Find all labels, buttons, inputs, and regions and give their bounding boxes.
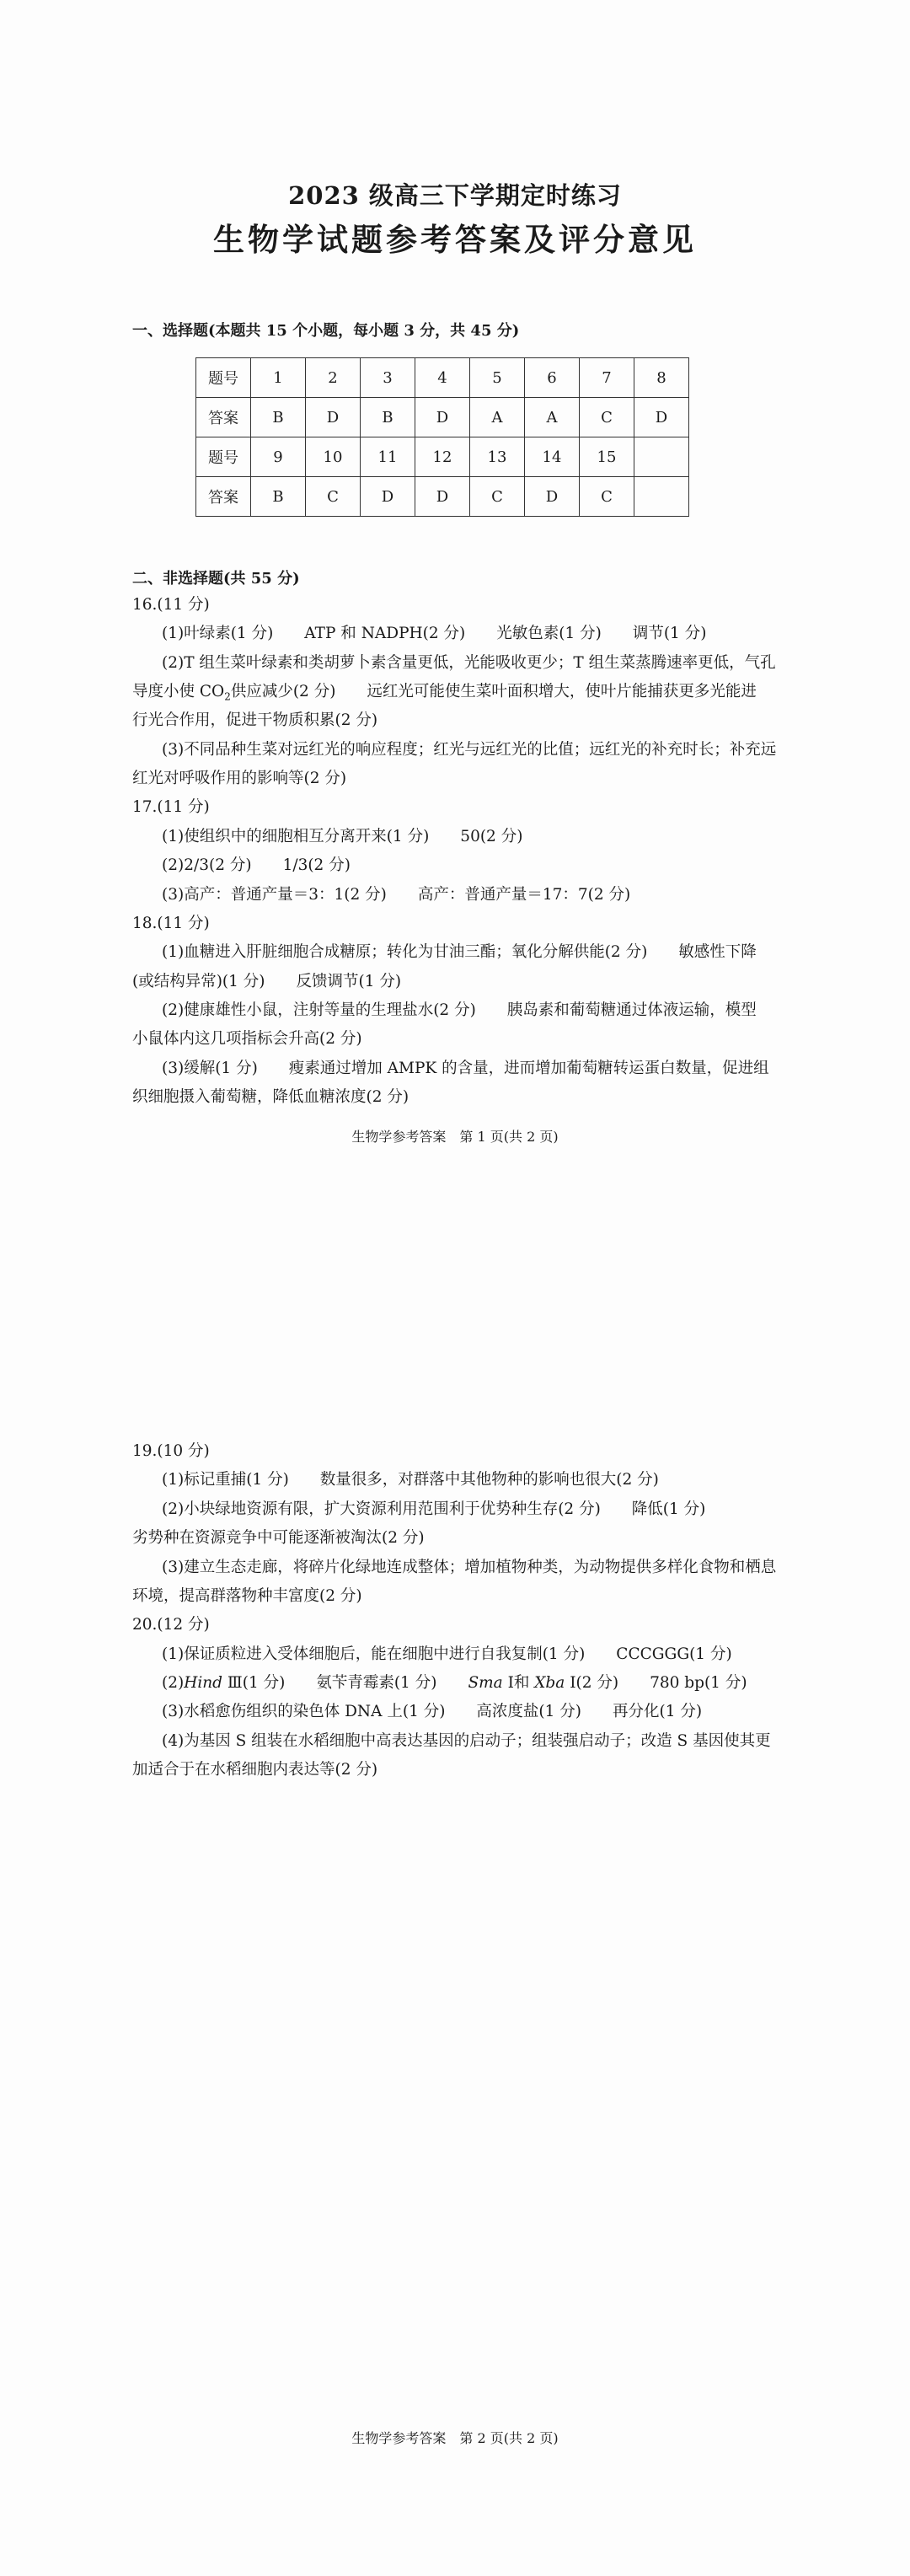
q16-heading: 16.(11 分) <box>132 596 210 614</box>
q16-answer-3-line1: (3)不同品种生菜对远红光的响应程度；红光与远红光的比值；远红光的补充时长；补充远 <box>162 741 777 759</box>
table-cell: 15 <box>580 437 634 477</box>
table-cell <box>634 437 689 477</box>
table-cell: D <box>525 477 580 517</box>
q16-answer-3-line2: 红光对呼吸作用的影响等(2 分) <box>132 770 347 787</box>
table-cell: 1 <box>251 358 306 398</box>
table-cell: 13 <box>470 437 525 477</box>
q16-answer-2-line2: 导度小使 $CO_2$供应减少(2 分) 远红光可能使生菜叶面积增大，使叶片能捕获更多光能进 <box>132 683 757 703</box>
table-cell: A <box>470 398 525 437</box>
table-cell: C <box>580 477 634 517</box>
table-row-header: 题号 <box>196 358 251 398</box>
table-cell: 2 <box>306 358 361 398</box>
table-cell: D <box>361 477 415 517</box>
q18-answer-3-line1: (3)缓解(1 分) 瘦素通过增加 AMPK 的含量，进而增加葡萄糖转运蛋白数量，促进组 <box>162 1060 769 1077</box>
q20-answer-2: (2)Hind Ⅲ(1 分) 氨苄青霉素(1 分) Sma Ⅰ和 Xba Ⅰ(2 分) 780 bp(1 分) <box>162 1674 747 1692</box>
q18-answer-1-line1: (1)血糖进入肝脏细胞合成糖原；转化为甘油三酯；氧化分解供能(2 分) 敏感性下降 <box>162 943 757 961</box>
q20-answer-3: (3)水稻愈伤组织的染色体 DNA 上(1 分) 高浓度盐(1 分) 再分化(1 分) <box>162 1703 703 1720</box>
table-cell: 5 <box>470 358 525 398</box>
q18-answer-2-line1: (2)健康雄性小鼠，注射等量的生理盐水(2 分) 胰岛素和葡萄糖通过体液运输，模型 <box>162 1001 757 1019</box>
table-cell: C <box>580 398 634 437</box>
q19-answer-2-line2: 劣势种在资源竞争中可能逐渐被淘汰(2 分) <box>132 1529 425 1547</box>
table-cell: 9 <box>251 437 306 477</box>
table-cell: B <box>251 477 306 517</box>
q20-answer-4-line1: (4)为基因 S 组装在水稻细胞中高表达基因的启动子；组装强启动子；改造 S 基因使其更 <box>162 1732 771 1750</box>
table-row <box>196 437 689 477</box>
table-cell: 10 <box>306 437 361 477</box>
q19-answer-3-line2: 环境，提高群落物种丰富度(2 分) <box>132 1587 362 1605</box>
q17-heading: 17.(11 分) <box>132 798 210 816</box>
table-cell: C <box>470 477 525 517</box>
table-cell: D <box>634 398 689 437</box>
table-cell: 12 <box>415 437 470 477</box>
q16-answer-1: (1)叶绿素(1 分) ATP 和 NADPH(2 分) 光敏色素(1 分) 调节(1 分) <box>162 625 707 642</box>
table-row-header: 答案 <box>196 398 251 437</box>
table-cell: 7 <box>580 358 634 398</box>
q19-answer-3-line1: (3)建立生态走廊，将碎片化绿地连成整体；增加植物种类，为动物提供多样化食物和栖息 <box>162 1559 777 1576</box>
q16-answer-2-line1: (2)T 组生菜叶绿素和类胡萝卜素含量更低，光能吸收更少；T 组生菜蒸腾速率更低，气孔 <box>162 654 776 672</box>
table-cell: C <box>306 477 361 517</box>
table-cell: 8 <box>634 358 689 398</box>
q17-answer-2: (2)2/3(2 分) 1/3(2 分) <box>162 856 351 874</box>
table-cell <box>634 477 689 517</box>
table-row <box>196 398 689 437</box>
table-cell: A <box>525 398 580 437</box>
q18-answer-1-line2: (或结构异常)(1 分) 反馈调节(1 分) <box>132 973 402 990</box>
table-row <box>196 358 689 398</box>
page-1-footer: 生物学参考答案 第 1 页(共 2 页) <box>351 1129 559 1145</box>
table-cell: 3 <box>361 358 415 398</box>
exam-title: 2023 级高三下学期定时练习 <box>288 181 622 210</box>
section-1-title: 一、选择题(本题共 15 个小题，每小题 3 分，共 45 分) <box>132 322 520 340</box>
table-cell: B <box>251 398 306 437</box>
page-2-footer: 生物学参考答案 第 2 页(共 2 页) <box>351 2430 559 2446</box>
q18-heading: 18.(11 分) <box>132 915 210 932</box>
table-cell: 6 <box>525 358 580 398</box>
q19-answer-2-line1: (2)小块绿地资源有限，扩大资源利用范围利于优势种生存(2 分) 降低(1 分) <box>162 1500 706 1518</box>
table-cell: 14 <box>525 437 580 477</box>
q18-answer-2-line2: 小鼠体内这几项指标会升高(2 分) <box>132 1030 362 1048</box>
q16-answer-2-line3: 行光合作用，促进干物质积累(2 分) <box>132 711 378 729</box>
table-row <box>196 477 689 517</box>
enzyme-sma: Sma <box>468 1674 503 1692</box>
table-cell: D <box>415 477 470 517</box>
table-cell: D <box>306 398 361 437</box>
q17-answer-1: (1)使组织中的细胞相互分离开来(1 分) 50(2 分) <box>162 828 523 845</box>
q17-answer-3: (3)高产：普通产量＝3：1(2 分) 高产：普通产量＝17：7(2 分) <box>162 886 631 904</box>
table-row-header: 题号 <box>196 437 251 477</box>
enzyme-hind: Hind <box>184 1674 223 1692</box>
answer-table <box>195 357 689 517</box>
table-row-header: 答案 <box>196 477 251 517</box>
q19-answer-1: (1)标记重捕(1 分) 数量很多，对群落中其他物种的影响也很大(2 分) <box>162 1471 659 1489</box>
table-cell: 11 <box>361 437 415 477</box>
q20-heading: 20.(12 分) <box>132 1616 210 1634</box>
document-title: 生物学试题参考答案及评分意见 <box>213 221 697 258</box>
q18-answer-3-line2: 织细胞摄入葡萄糖，降低血糖浓度(2 分) <box>132 1088 410 1106</box>
q20-answer-1: (1)保证质粒进入受体细胞后，能在细胞中进行自我复制(1 分) CCCGGG(1 分) <box>162 1645 732 1663</box>
enzyme-xba: Xba <box>534 1674 565 1692</box>
table-cell: D <box>415 398 470 437</box>
section-2-title: 二、非选择题(共 55 分) <box>132 570 300 588</box>
table-cell: B <box>361 398 415 437</box>
q20-answer-4-line2: 加适合于在水稻细胞内表达等(2 分) <box>132 1761 378 1779</box>
page-2 <box>0 1288 910 2576</box>
q19-heading: 19.(10 分) <box>132 1442 210 1460</box>
table-cell: 4 <box>415 358 470 398</box>
